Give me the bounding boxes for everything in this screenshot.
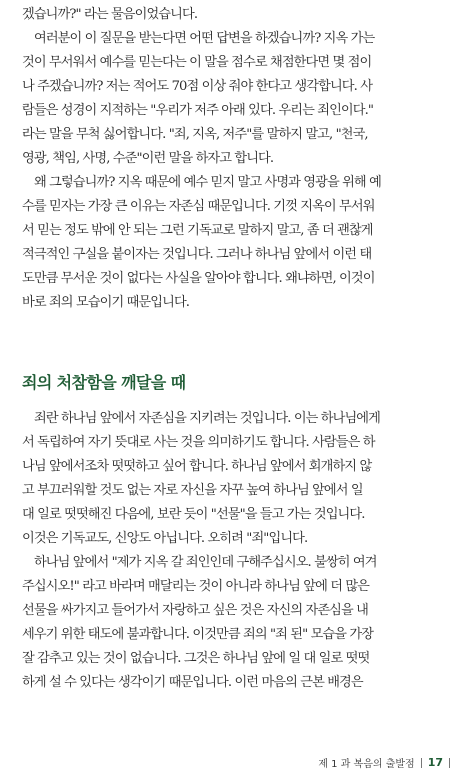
text-line: 바로 죄의 모습이기 때문입니다. bbox=[22, 295, 190, 310]
text-line: 세우기 위한 태도에 불과합니다. 이것만큼 죄의 "죄 된" 모습을 가장 bbox=[22, 627, 374, 642]
text-line: 여러분이 이 질문을 받는다면 어떤 답변을 하겠습니까? 지옥 가는 bbox=[34, 31, 375, 46]
text-line: 선물을 싸가지고 들어가서 자랑하고 싶은 것은 자신의 자존심을 내 bbox=[22, 603, 368, 618]
text-line: 것이 무서워서 예수를 믿는다는 이 말을 점수로 채점한다면 몇 점이 bbox=[22, 55, 372, 70]
text-line: 이것은 기독교도, 신앙도 아닙니다. 오히려 "죄"입니다. bbox=[22, 531, 308, 546]
text-line: 영광, 책임, 사명, 수준"이런 말을 하자고 합니다. bbox=[22, 151, 274, 166]
chapter-title: 제 1 과 복음의 출발점 bbox=[318, 759, 415, 770]
text-line: 고 부끄러워할 것도 없는 자로 자신을 자꾸 높여 하나님 앞에서 일 bbox=[22, 483, 363, 498]
text-line: 적극적인 구실을 붙이자는 것입니다. 그러나 하나님 앞에서 이런 태 bbox=[22, 247, 372, 262]
text-line: 왜 그렇습니까? 지옥 때문에 예수 믿지 말고 사명과 영광을 위해 예 bbox=[34, 175, 381, 190]
footer-divider bbox=[449, 758, 450, 768]
page-footer bbox=[318, 755, 450, 770]
footer-divider bbox=[421, 758, 422, 768]
text-line: 잘 감추고 있는 것이 없습니다. 그것은 하나님 앞에 일 대 일로 떳떳 bbox=[22, 651, 370, 666]
text-line: 하게 설 수 있다는 생각이기 때문입니다. 이런 마음의 근본 배경은 bbox=[22, 675, 363, 690]
text-line: 람들은 성경이 지적하는 "우리가 저주 아래 있다. 우리는 죄인이다." bbox=[22, 103, 374, 118]
text-line: 나 주겠습니까? 저는 적어도 70점 이상 줘야 한다고 생각합니다. 사 bbox=[22, 79, 373, 94]
text-line: 겠습니까?" 라는 물음이었습니다. bbox=[22, 7, 198, 22]
text-line: 도만큼 무서운 것이 없다는 사실을 알아야 합니다. 왜냐하면, 이것이 bbox=[22, 271, 375, 286]
text-line: 수를 믿자는 가장 큰 이유는 자존심 때문입니다. 기껏 지옥이 무서워 bbox=[22, 199, 375, 214]
text-line: 라는 말을 무척 싫어합니다. "죄, 지옥, 저주"를 말하지 말고, "천국, bbox=[22, 127, 368, 142]
text-line: 하나님 앞에서 "제가 지옥 갈 죄인인데 구해주십시오. 불쌍히 여겨 bbox=[34, 555, 377, 570]
text-line: 죄란 하나님 앞에서 자존심을 지키려는 것입니다. 이는 하나님에게 bbox=[34, 411, 380, 426]
page-number: 17 bbox=[427, 756, 443, 769]
section-heading: 죄의 처참함을 깨달을 때 bbox=[22, 373, 186, 392]
text-line: 서 믿는 정도 밖에 안 되는 그런 기독교로 말하지 말고, 좀 더 괜찮게 bbox=[22, 223, 373, 238]
text-line: 대 일로 떳떳해진 다음에, 보란 듯이 "선물"을 들고 가는 것입니다. bbox=[22, 507, 365, 522]
text-line: 나님 앞에서조차 떳떳하고 싶어 합니다. 하나님 앞에서 회개하지 않 bbox=[22, 459, 372, 474]
text-line: 서 독립하여 자기 뜻대로 사는 것을 의미하기도 합니다. 사람들은 하 bbox=[22, 435, 375, 450]
text-line: 주십시오!" 라고 바라며 매달리는 것이 아니라 하나님 앞에 더 많은 bbox=[22, 579, 370, 594]
